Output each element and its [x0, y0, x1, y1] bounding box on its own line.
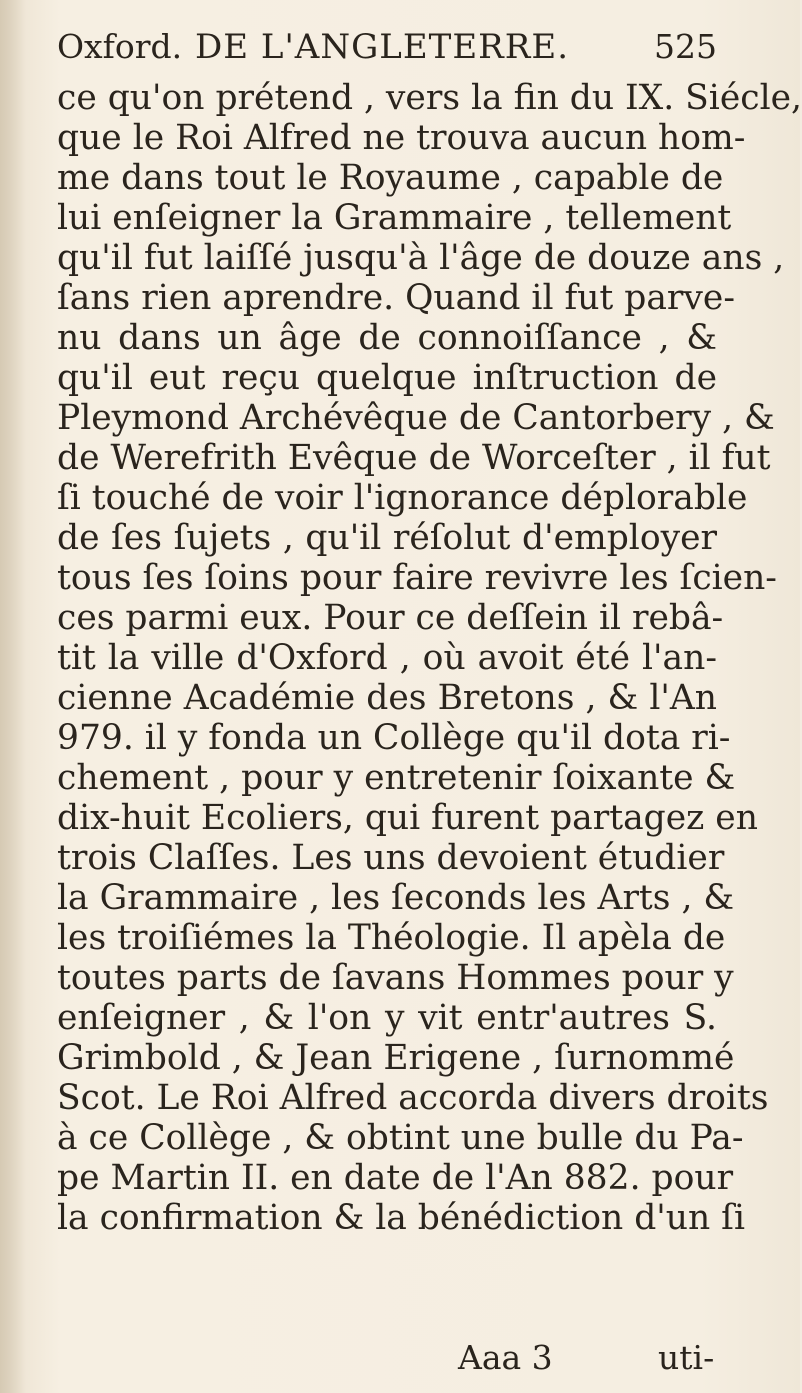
text-line: cienne Académie des Bretons , & l'An	[57, 678, 717, 718]
text-line: tous ſes ſoins pour faire revivre les ſcien-	[57, 558, 777, 598]
text-line: Pleymond Archévêque de Cantorbery , &	[57, 398, 775, 438]
text-line: me dans tout le Royaume , capable de	[57, 158, 724, 198]
text-line: ſi touché de voir l'ignorance déplorable	[57, 478, 748, 518]
text-line: de ſes ſujets , qu'il réſolut d'employer	[57, 518, 717, 558]
text-line: chement , pour y entretenir ſoixante &	[57, 758, 736, 798]
catchword: uti-	[658, 1338, 715, 1377]
text-line: ce qu'on prétend , vers la fin du IX. Siécle,	[57, 78, 802, 118]
text-line: qu'il fut laiſſé jusqu'à l'âge de douze ans ,	[57, 238, 785, 278]
header-title: DE L'ANGLETERRE.	[195, 27, 569, 67]
text-line: Scot. Le Roi Alfred accorda divers droits	[57, 1078, 769, 1118]
header-place-name: Oxford.	[57, 27, 183, 66]
text-line: à ce Collège , & obtint une bulle du Pa-	[57, 1118, 744, 1158]
text-line: ces parmi eux. Pour ce deſſein il rebâ-	[57, 598, 724, 638]
text-line: ſans rien aprendre. Quand il fut parve-	[57, 278, 735, 318]
text-line: les troiſiémes la Théologie. Il apèla de	[57, 918, 726, 958]
text-line: enſeigner , & l'on y vit entr'autres S.	[57, 998, 717, 1038]
page-number: 525	[654, 27, 717, 66]
page-gutter-shadow	[0, 0, 26, 1393]
text-line: la confirmation & la bénédiction d'un ſi	[57, 1198, 745, 1238]
text-line: pe Martin II. en date de l'An 882. pour	[57, 1158, 734, 1198]
text-line: que le Roi Alfred ne trouva aucun hom-	[57, 118, 746, 158]
text-line: de Werefrith Evêque de Worceſter , il fut	[57, 438, 771, 478]
text-line: tit la ville d'Oxford , où avoit été l'an-	[57, 638, 717, 678]
text-line: qu'il eut reçu quelque inſtruction de	[57, 358, 717, 398]
text-line: lui enſeigner la Grammaire , tellement	[57, 198, 732, 238]
text-line: trois Claſſes. Les uns devoient étudier	[57, 838, 725, 878]
running-header	[57, 22, 717, 72]
text-line: Grimbold , & Jean Erigene , ſurnommé	[57, 1038, 735, 1078]
text-line: toutes parts de ſavans Hommes pour y	[57, 958, 734, 998]
text-line: nu dans un âge de connoiſſance , &	[57, 318, 717, 358]
text-line: 979. il y fonda un Collège qu'il dota ri-	[57, 718, 731, 758]
text-line: dix-huit Ecoliers, qui furent partagez en	[57, 798, 758, 838]
text-line: la Grammaire , les ſeconds les Arts , &	[57, 878, 735, 918]
signature-mark: Aaa 3	[458, 1338, 553, 1377]
